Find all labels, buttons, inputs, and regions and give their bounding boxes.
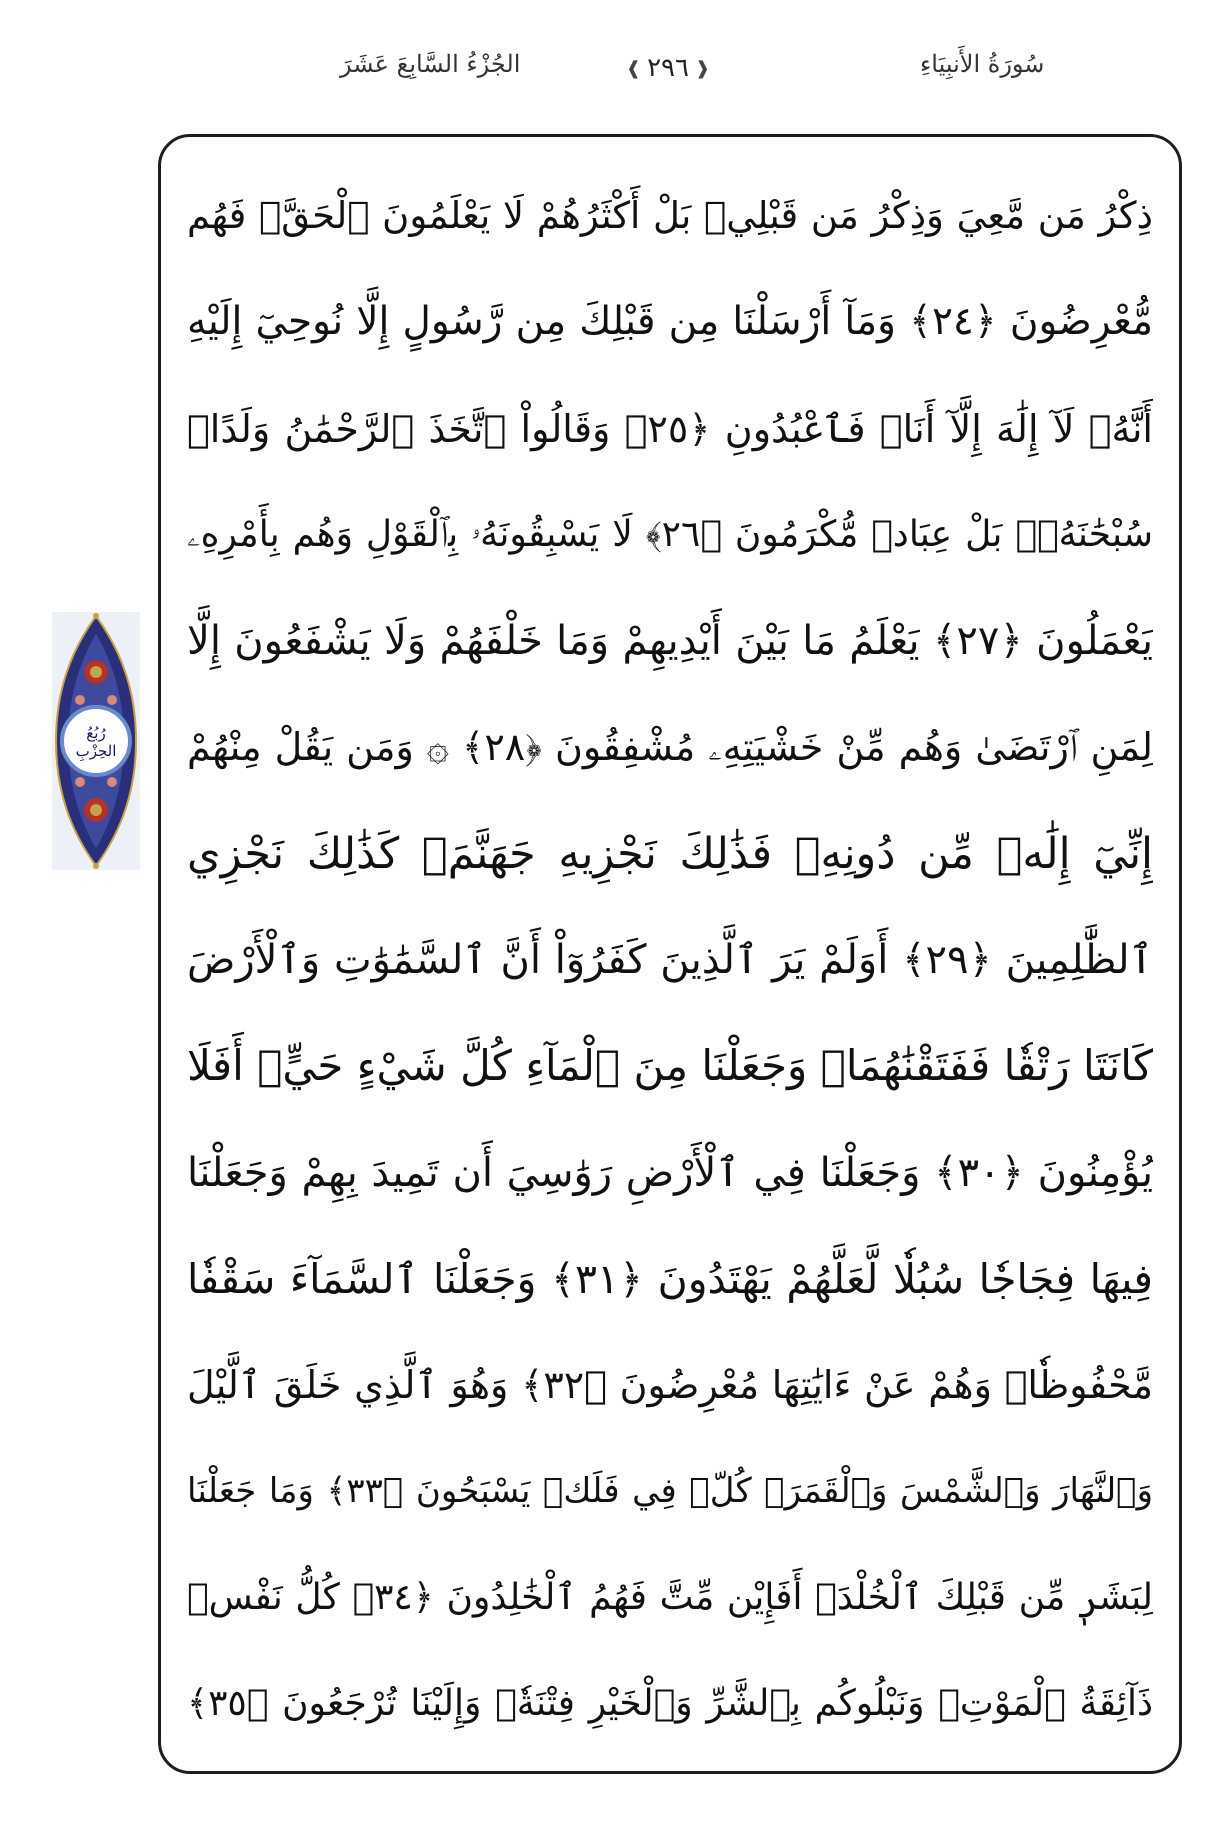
verse-line: لِمَنِ ٱرْتَضَىٰ وَهُم مِّنْ خَشْيَتِهِۦ مُشْفِقُونَ ﴿٢٨﴾ ۞ وَمَن يَقُلْ مِنْهُمْ [187,725,1153,770]
hizb-label-top: رُبُعُ [86,724,106,742]
verse-line: لِبَشَرٖ مِّن قَبْلِكَ ٱلْخُلْدَۖ أَفَإِيْن مِّتَّ فَهُمُ ٱلْخَٰلِدُونَ ﴿٣٤﴾ كُلُّ نَفْسٖ [187,1576,1153,1618]
verse-lines [187,169,1153,1751]
verse-line: وَٱلنَّهَارَ وَٱلشَّمْسَ وَٱلْقَمَرَۖ كُلّٞ فِي فَلَكٖ يَسْبَحُونَ ﴿٣٣﴾ وَمَا جَعَلْنَا [187,1471,1153,1512]
verse-line: فِيهَا فِجَاجٗا سُبُلٗا لَّعَلَّهُمْ يَهْتَدُونَ ﴿٣١﴾ وَجَعَلْنَا ٱلسَّمَآءَ سَقْفٗا [187,1254,1153,1303]
verse-line: يُؤْمِنُونَ ﴿٣٠﴾ وَجَعَلْنَا فِي ٱلْأَرْضِ رَوَٰسِيَ أَن تَمِيدَ بِهِمْ وَجَعَلْنَا [187,1149,1153,1196]
juz-name: الجُزْءُ السَّابِعَ عَشَرَ [340,50,521,78]
verse-line: ٱلظَّٰلِمِينَ ﴿٢٩﴾ أَوَلَمْ يَرَ ٱلَّذِينَ كَفَرُوٓاْ أَنَّ ٱلسَّمَٰوَٰتِ وَٱلْأَرْضَ [187,936,1153,983]
verse-line: سُبْحَٰنَهُۥۚ بَلْ عِبَادٞ مُّكْرَمُونَ ﴿٢٦﴾ لَا يَسْبِقُونَهُۥ بِٱلْقَوْلِ وَهُم بِأَمْرِهِۦ [187,513,1153,555]
verse-line: كَانَتَا رَتْقٗا فَفَتَقْنَٰهُمَاۖ وَجَعَلْنَا مِنَ ٱلْمَآءِ كُلَّ شَيْءٍ حَيٍّۚ أَفَلَا [187,1041,1153,1091]
page-number-block [626,46,710,90]
hizb-marker [52,612,140,870]
page-number-ornament-right-icon: ❱ [695,57,711,79]
verse-line: مُّعْرِضُونَ ﴿٢٤﴾ وَمَآ أَرْسَلْنَا مِن قَبْلِكَ مِن رَّسُولٍ إِلَّا نُوحِيٓ إِلَيْهِ [187,299,1153,345]
verse-line: مَّحْفُوظٗاۖ وَهُمْ عَنْ ءَايَٰتِهَا مُعْرِضُونَ ﴿٣٢﴾ وَهُوَ ٱلَّذِي خَلَقَ ٱلَّيْلَ [187,1363,1153,1408]
verse-line: يَعْمَلُونَ ﴿٢٧﴾ يَعْلَمُ مَا بَيْنَ أَيْدِيهِمْ وَمَا خَلْفَهُمْ وَلَا يَشْفَعُونَ إِلَّا [187,618,1153,665]
verse-line: أَنَّهُۥ لَآ إِلَٰهَ إِلَّآ أَنَا۠ فَٱعْبُدُونِ ﴿٢٥﴾ وَقَالُواْ ٱتَّخَذَ ٱلرَّحْمَٰنُ وَلَدًاۗ [187,406,1153,451]
verse-line: ذَآئِقَةُ ٱلْمَوْتِۗ وَنَبْلُوكُم بِٱلشَّرِّ وَٱلْخَيْرِ فِتْنَةٗۖ وَإِلَيْنَا تُرْجَعُونَ ﴿٣٥﴾ [187,1682,1153,1724]
hizb-label [52,724,140,760]
page-header [0,44,1214,104]
text-frame [158,134,1182,1774]
hizb-label-bottom: الحِزْبِ [75,742,117,760]
verse-line: ذِكْرُ مَن مَّعِيَ وَذِكْرُ مَن قَبْلِيۗ بَلْ أَكْثَرُهُمْ لَا يَعْلَمُونَ ٱلْحَقَّۖ فَهُم [187,194,1153,237]
page-number-ornament-left-icon: ❰ [626,57,642,79]
verse-line: إِنِّيٓ إِلَٰهٞ مِّن دُونِهِۦ فَذَٰلِكَ نَجْزِيهِ جَهَنَّمَۚ كَذَٰلِكَ نَجْزِي [187,828,1153,879]
surah-name: سُورَةُ الأَنبِيَاءِ [920,50,1045,78]
page-number: ٢٩٦ [647,53,689,83]
